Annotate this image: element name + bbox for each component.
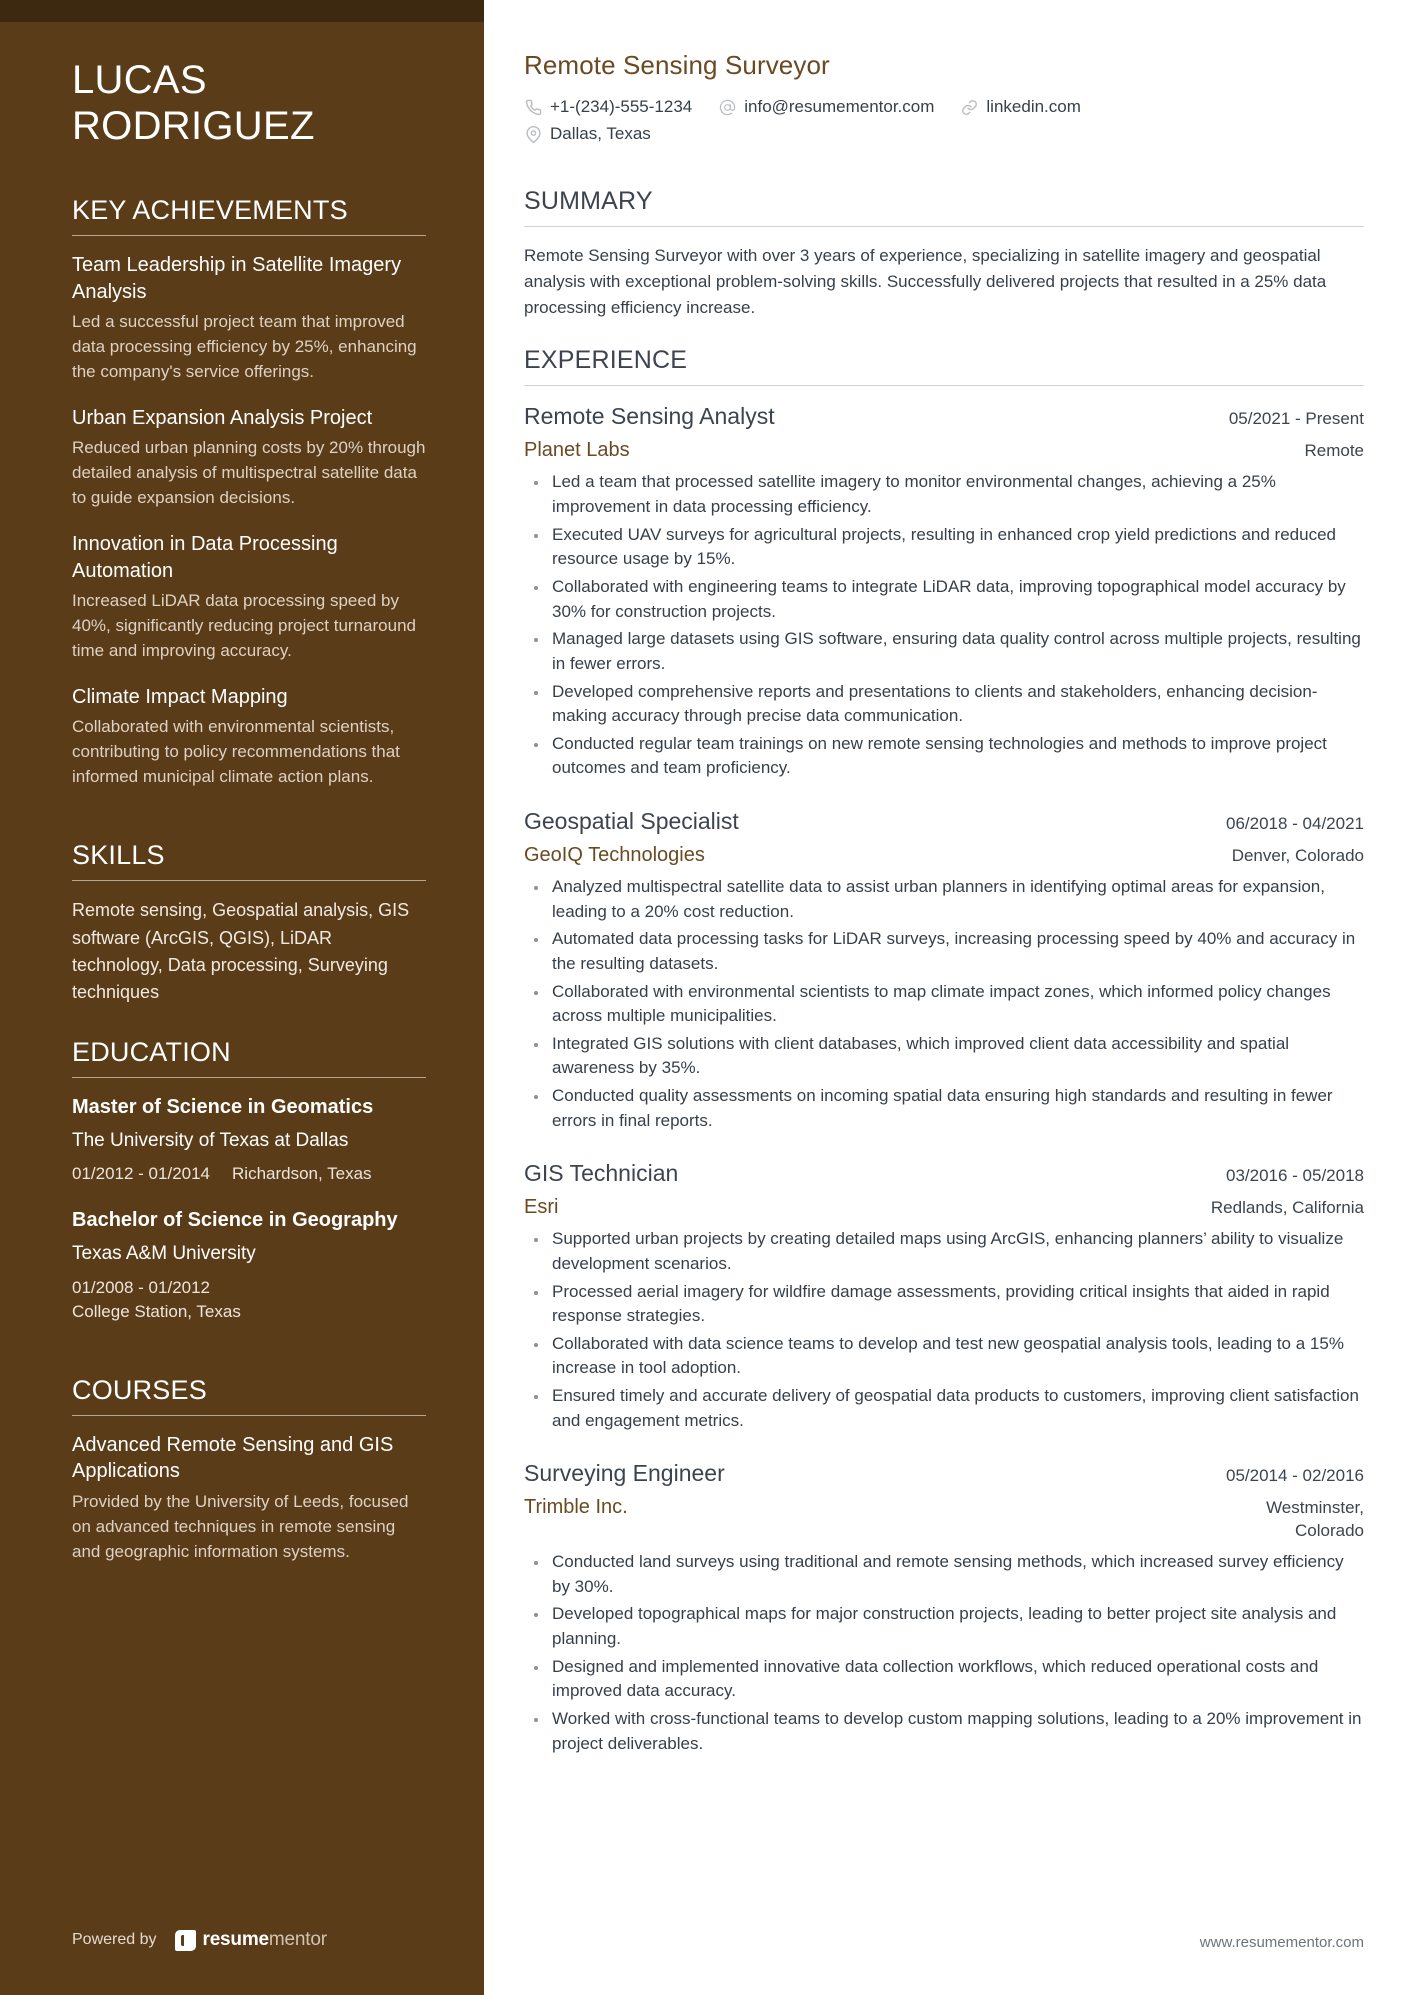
skills-list: Remote sensing, Geospatial analysis, GIS software (ArcGIS, QGIS), LiDAR technology, Data processing, Surveying techniques [72, 900, 410, 1003]
page-title: Remote Sensing Surveyor [524, 50, 830, 80]
achievement-item [72, 405, 426, 511]
experience-company: GeoIQ Technologies [524, 843, 705, 866]
course-description: Provided by the University of Leeds, focused on advanced techniques in remote sensing and geographic information systems. [72, 1491, 409, 1561]
experience-heading: EXPERIENCE [524, 346, 688, 375]
courses-heading: COURSES [72, 1374, 207, 1405]
experience-item [524, 1459, 1364, 1756]
divider [72, 1415, 426, 1416]
experience-header [524, 1159, 1364, 1189]
bullet-item: Processed aerial imagery for wildfire damage assessments, providing critical insights that aided in rapid response strategies. [524, 1280, 1364, 1329]
experience-dates: 05/2014 - 02/2016 [1225, 1466, 1364, 1486]
experience-subheader [524, 1494, 1364, 1543]
experience-bullets [524, 470, 1364, 781]
candidate-last-name: RODRIGUEZ [72, 103, 315, 148]
contact-phone[interactable] [524, 97, 692, 117]
contact-link[interactable] [960, 97, 1081, 117]
logo-text-bold: resume [202, 1929, 269, 1950]
course-title: Advanced Remote Sensing and GIS Applications [72, 1433, 394, 1483]
bullet-item: Developed comprehensive reports and presentations to clients and stakeholders, enhancing decision-making accuracy through precise data communication. [524, 680, 1364, 729]
bullet-item: Conducted land surveys using traditional and remote sensing methods, which increased survey efficiency by 30%. [524, 1550, 1364, 1599]
education-dates: 01/2012 - 01/2014 [72, 1164, 211, 1184]
footer-url[interactable]: www.resumementor.com [1199, 1934, 1364, 1951]
achievement-description: Reduced urban planning costs by 20% through detailed analysis of multispectral satellite data to guide expansion decisions. [72, 438, 426, 508]
divider [524, 385, 1364, 386]
section-summary [524, 187, 1364, 320]
bullet-item: Integrated GIS solutions with client databases, which improved client data accessibility and spatial awareness by 35%. [524, 1032, 1364, 1081]
education-item [72, 1094, 426, 1187]
experience-header [524, 1459, 1364, 1489]
bullet-item: Ensured timely and accurate delivery of geospatial data products to customers, improving client satisfaction and engagement metrics. [524, 1384, 1364, 1433]
bullet-item: Collaborated with engineering teams to integrate LiDAR data, improving topographical model accuracy by 30% for construction projects. [524, 575, 1364, 624]
bullet-item: Supported urban projects by creating detailed maps using ArcGIS, enhancing planners’ ability to visualize development scenarios. [524, 1227, 1364, 1276]
powered-by-label: Powered by [72, 1931, 157, 1948]
bullet-item: Conducted regular team trainings on new remote sensing technologies and methods to improve project outcomes and team proficiency. [524, 732, 1364, 781]
contact-info [524, 97, 1364, 151]
contact-email-text: info@resumementor.com [744, 97, 935, 116]
section-experience [524, 346, 1364, 1782]
achievement-title: Climate Impact Mapping [72, 686, 288, 708]
experience-header [524, 807, 1364, 837]
achievement-title: Team Leadership in Satellite Imagery Analysis [72, 254, 402, 303]
bullet-item: Worked with cross-functional teams to develop custom mapping solutions, leading to a 20% improvement in project deliverables. [524, 1707, 1364, 1756]
achievement-description: Increased LiDAR data processing speed by 40%, significantly reducing project turnaround time and improving accuracy. [72, 591, 416, 661]
experience-item [524, 1159, 1364, 1433]
powered-by-block [72, 1929, 426, 1995]
experience-dates: 03/2016 - 05/2018 [1225, 1166, 1364, 1186]
experience-header [524, 402, 1364, 432]
divider [72, 880, 426, 881]
experience-role: Surveying Engineer [524, 1460, 725, 1487]
divider [72, 1077, 426, 1078]
education-meta [72, 1162, 426, 1187]
experience-company: Trimble Inc. [524, 1496, 628, 1519]
experience-bullets [524, 875, 1364, 1133]
course-item [72, 1432, 426, 1565]
divider [72, 235, 426, 236]
experience-role: Remote Sensing Analyst [524, 403, 775, 430]
logo-text-light: mentor [268, 1929, 327, 1950]
resumementor-logo [175, 1929, 327, 1951]
achievement-item [72, 252, 426, 385]
summary-heading: SUMMARY [524, 187, 653, 215]
contact-row [524, 124, 1364, 144]
experience-dates: 06/2018 - 04/2021 [1225, 814, 1364, 834]
achievement-description: Collaborated with environmental scientists, contributing to policy recommendations that informed municipal climate action plans. [72, 717, 400, 787]
experience-dates: 05/2021 - Present [1228, 409, 1364, 429]
education-dates: 01/2008 - 01/2012 [72, 1277, 211, 1297]
education-degree: Bachelor of Science in Geography [72, 1209, 398, 1232]
bullet-item: Led a team that processed satellite imagery to monitor environmental changes, achieving a 25% improvement in data processing efficiency. [524, 470, 1364, 519]
contact-location [524, 124, 651, 144]
bullet-item: Analyzed multispectral satellite data to assist urban planners in identifying optimal areas for expansion, leading to a 20% cost reduction. [524, 875, 1364, 924]
achievement-item [72, 531, 426, 664]
main-content [484, 0, 1410, 1995]
phone-icon [524, 98, 542, 116]
sidebar [0, 0, 484, 1995]
bullet-item: Conducted quality assessments on incoming spatial data ensuring high standards and resulting in fewer errors in final reports. [524, 1084, 1364, 1133]
education-school: Texas A&M University [72, 1243, 256, 1265]
experience-bullets [524, 1550, 1364, 1756]
experience-role: Geospatial Specialist [524, 808, 739, 835]
main-spacer [524, 1808, 1364, 1934]
experience-role: GIS Technician [524, 1160, 679, 1187]
candidate-name [72, 58, 426, 149]
key-achievements-heading: KEY ACHIEVEMENTS [72, 195, 348, 226]
bullet-item: Developed topographical maps for major construction projects, leading to better project site analysis and planning. [524, 1602, 1364, 1651]
bullet-item: Collaborated with data science teams to develop and test new geospatial analysis tools, leading to a 15% increase in tool adoption. [524, 1332, 1364, 1381]
section-skills [72, 840, 426, 1006]
divider [524, 226, 1364, 227]
contact-phone-text: +1-(234)-555-1234 [550, 97, 693, 116]
contact-row [524, 97, 1364, 117]
section-courses [72, 1375, 426, 1581]
education-degree: Master of Science in Geomatics [72, 1095, 374, 1118]
email-icon [718, 98, 736, 116]
summary-text: Remote Sensing Surveyor with over 3 years of experience, specializing in satellite imagery and geospatial analysis with exceptional problem-solving skills. Successfully delivered projects that resulted in a 25% data processing efficiency increase. [524, 246, 1327, 317]
experience-company: Planet Labs [524, 439, 630, 462]
achievement-description: Led a successful project team that improved data processing efficiency by 25%, enhancing the company's service offerings. [72, 311, 417, 381]
achievement-item [72, 684, 426, 790]
location-pin-icon [524, 125, 542, 143]
experience-subheader [524, 437, 1364, 463]
education-item [72, 1207, 426, 1325]
contact-email[interactable] [718, 97, 934, 117]
bullet-item: Executed UAV surveys for agricultural projects, resulting in enhanced crop yield predictions and reduced resource usage by 15%. [524, 523, 1364, 572]
achievement-title: Innovation in Data Processing Automation [72, 533, 338, 582]
skills-heading: SKILLS [72, 840, 165, 871]
experience-location: Redlands, California [1210, 1198, 1364, 1218]
sidebar-top-strip [0, 0, 484, 22]
section-education [72, 1037, 426, 1345]
resumementor-logo-icon [175, 1930, 196, 1951]
resumementor-logo-text [203, 1929, 327, 1951]
experience-location: Westminster, Colorado [1266, 1498, 1364, 1541]
experience-subheader [524, 1194, 1364, 1220]
experience-item [524, 807, 1364, 1133]
bullet-item: Designed and implemented innovative data collection workflows, which reduced operational costs and improved data accuracy. [524, 1655, 1364, 1704]
section-key-achievements [72, 195, 426, 810]
contact-location-text: Dallas, Texas [550, 124, 651, 143]
education-location: Richardson, Texas [232, 1164, 372, 1184]
contact-link-text: linkedin.com [986, 97, 1081, 116]
education-location: College Station, Texas [72, 1302, 241, 1322]
link-icon [960, 98, 978, 116]
experience-location: Remote [1304, 441, 1364, 461]
experience-location: Denver, Colorado [1231, 845, 1364, 865]
sidebar-spacer [72, 1611, 426, 1929]
bullet-item: Managed large datasets using GIS software, ensuring data quality control across multiple projects, resulting in fewer errors. [524, 627, 1364, 676]
experience-bullets [524, 1227, 1364, 1433]
experience-company: Esri [524, 1196, 559, 1219]
achievement-title: Urban Expansion Analysis Project [72, 406, 373, 429]
education-meta [72, 1276, 426, 1325]
experience-subheader [524, 842, 1364, 868]
bullet-item: Collaborated with environmental scientists to map climate impact zones, which informed policy changes across multiple municipalities. [524, 980, 1364, 1029]
education-school: The University of Texas at Dallas [72, 1129, 349, 1151]
candidate-first-name: LUCAS [72, 58, 207, 102]
education-heading: EDUCATION [72, 1036, 231, 1067]
bullet-item: Automated data processing tasks for LiDAR surveys, increasing processing speed by 40% and accuracy in the resulting datasets. [524, 927, 1364, 976]
experience-item [524, 402, 1364, 781]
